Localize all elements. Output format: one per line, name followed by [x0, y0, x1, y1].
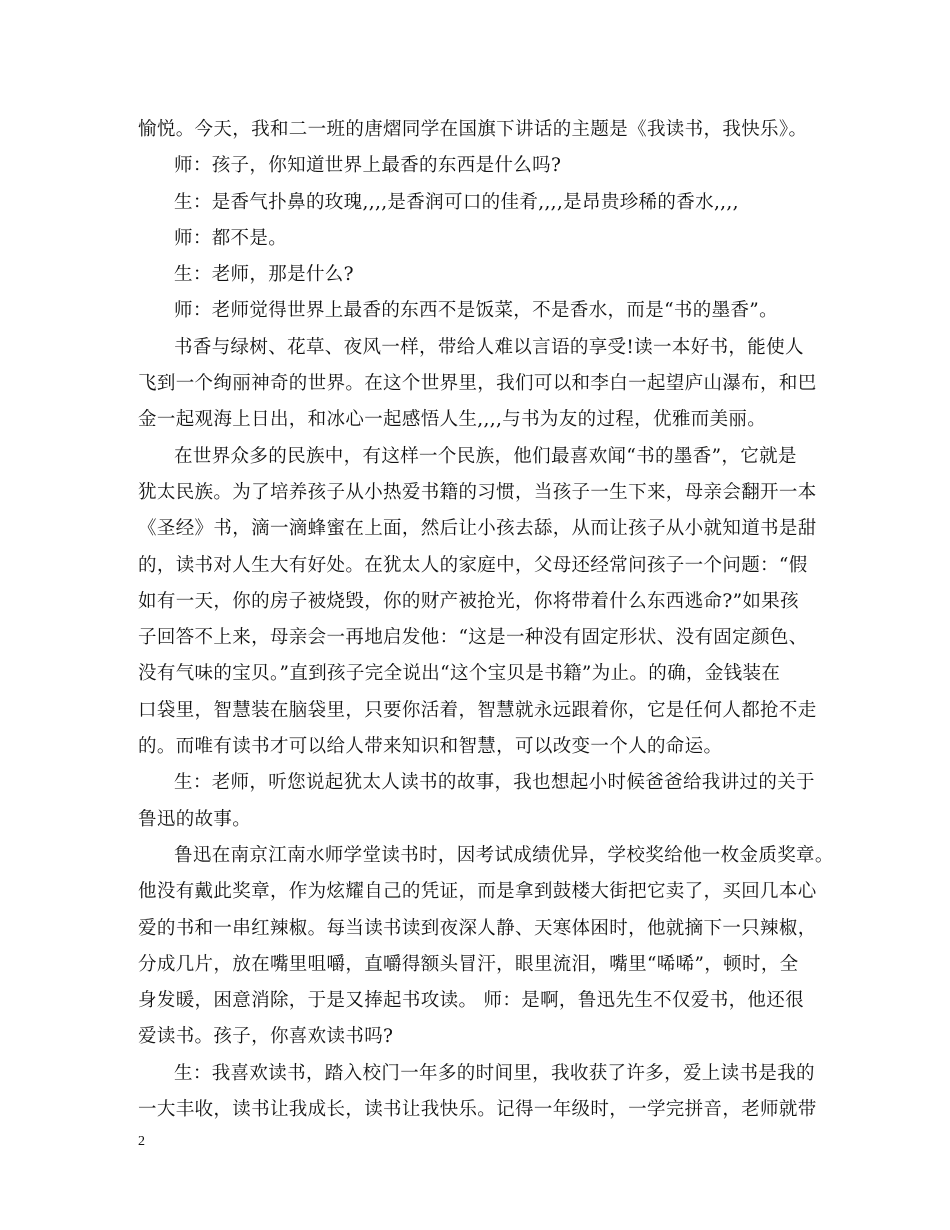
text-line: 在世界众多的民族中，有这样一个民族，他们最喜欢闻“书的墨香”，它就是 [174, 445, 797, 467]
text-line: 爱读书。孩子，你喜欢读书吗? [138, 1026, 394, 1048]
text-line: 生：是香气扑鼻的玫瑰,,,,是香润可口的佳肴,,,,是昂贵珍稀的香水,,,, [174, 191, 739, 213]
text-line: 身发暖，困意消除，于是又捧起书攻读。 师：是啊，鲁迅先生不仅爱书，他还很 [138, 990, 804, 1012]
text-line: 鲁迅在南京江南水师学堂读书时，因考试成绩优异，学校奖给他一枚金质奖章。 [174, 844, 834, 866]
text-line: 书香与绿树、花草、夜风一样，带给人难以言语的享受!读一本好书，能使人 [174, 336, 804, 358]
page-number: 2 [138, 1134, 145, 1149]
document-body [138, 112, 833, 1128]
text-line: 愉悦。今天，我和二一班的唐熠同学在国旗下讲话的主题是《我读书，我快乐》。 [138, 119, 808, 140]
text-line: 没有气味的宝贝。”直到孩子完全说出“这个宝贝是书籍”为止。的确，金钱装在 [138, 663, 781, 685]
text-line: 一大丰收，读书让我成长，读书让我快乐。记得一年级时，一学完拼音，老师就带 [138, 1099, 817, 1121]
text-line: 犹太民族。为了培养孩子从小热爱书籍的习惯，当孩子一生下来，母亲会翻开一本 [138, 481, 817, 503]
text-line: 的，读书对人生大有好处。在犹太人的家庭中，父母还经常问孩子一个问题：“假 [138, 554, 808, 576]
text-line: 分成几片，放在嘴里咀嚼，直嚼得额头冒汗，眼里流泪，嘴里“唏唏”，顿时，全 [138, 953, 799, 975]
text-line: 金一起观海上日出，和冰心一起感悟人生,,,,与书为友的过程，优雅而美丽。 [138, 409, 767, 431]
text-line: 如有一天，你的房子被烧毁，你的财产被抢光，你将带着什么东西逃命?”如果孩 [138, 590, 799, 612]
text-line: 口袋里，智慧装在脑袋里，只要你活着，智慧就永远跟着你，它是任何人都抢不走 [138, 699, 817, 721]
text-line: 爱的书和一串红辣椒。每当读书读到夜深人静、天寒体困时，他就摘下一只辣椒， [138, 917, 817, 939]
text-line: 师：都不是。 [174, 227, 288, 249]
text-line: 子回答不上来，母亲会一再地启发他：“这是一种没有固定形状、没有固定颜色、 [138, 627, 808, 649]
text-line: 师：老师觉得世界上最香的东西不是饭菜，不是香水，而是“书的墨香”。 [174, 300, 778, 322]
text-line: 生：老师，听您说起犹太人读书的故事，我也想起小时候爸爸给我讲过的关于 [174, 772, 815, 794]
text-line: 生：我喜欢读书，踏入校门一年多的时间里，我收获了许多，爱上读书是我的 [174, 1062, 815, 1084]
text-line: 他没有戴此奖章，作为炫耀自己的凭证，而是拿到鼓楼大街把它卖了，买回几本心 [138, 881, 817, 903]
text-line: 鲁迅的故事。 [138, 808, 252, 830]
text-line: 的。而唯有读书才可以给人带来知识和智慧，可以改变一个人的命运。 [138, 736, 723, 758]
text-line: 生：老师，那是什么? [174, 264, 354, 286]
text-line: 师：孩子，你知道世界上最香的东西是什么吗? [174, 155, 562, 177]
text-line: 《圣经》书，滴一滴蜂蜜在上面，然后让小孩去舔，从而让孩子从小就知道书是甜 [138, 518, 817, 540]
text-line: 飞到一个绚丽神奇的世界。在这个世界里，我们可以和李白一起望庐山瀑布，和巴 [138, 373, 817, 395]
